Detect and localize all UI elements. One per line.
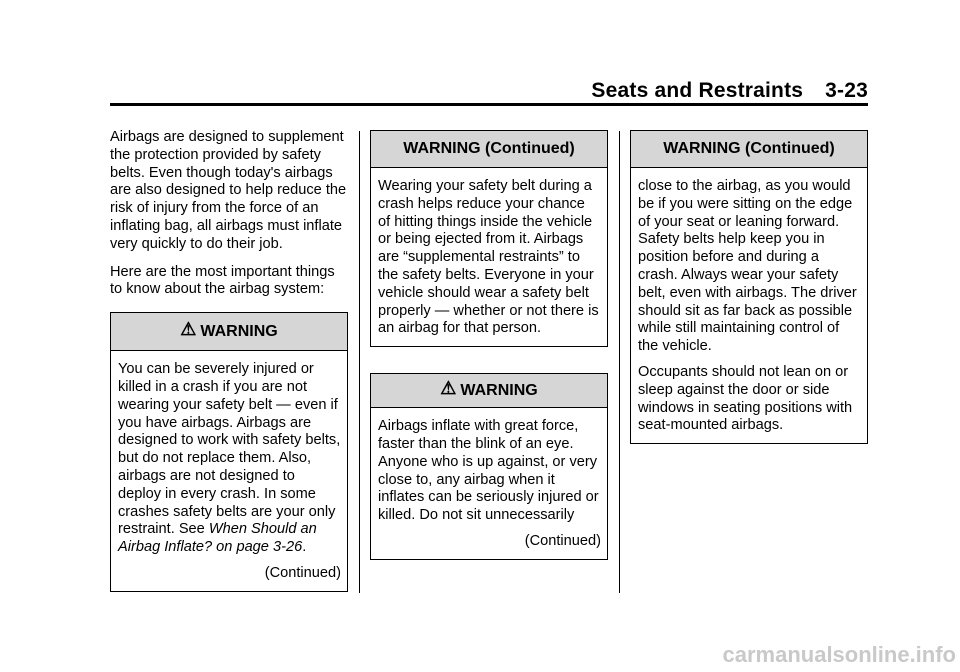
- intro-paragraph: Airbags are designed to supplement the protection provided by safety belts. Even though today's airbags are also designed to help reduce the risk of injury from the force of an inflating bag, all airbags must inflate very quickly to do their job.: [110, 129, 347, 252]
- warning-box-airbag-force: [370, 373, 608, 560]
- warning-continued-title: WARNING (Continued): [403, 140, 575, 157]
- column-1: [110, 129, 348, 592]
- lead-paragraph: Here are the most important things to know about the airbag system:: [110, 263, 335, 298]
- page-number: 3-23: [825, 79, 868, 102]
- warning-continued-text-1: close to the airbag, as you would be if you were sitting on the edge of your seat or leaning forward. Safety belts help keep you in position before and during a crash. Always wear your safety belt, even with airbags. The driver should sit as far back as possible while still maintaining control of the vehicle.: [638, 178, 857, 355]
- warning-box-seatbelt: [110, 312, 348, 592]
- continued-label: (Continued): [264, 564, 341, 581]
- section-title: Seats and Restraints: [591, 79, 804, 102]
- page-header: [110, 79, 868, 103]
- header-rule: [110, 103, 868, 106]
- site-watermark: carmanualsonline.info: [722, 642, 956, 667]
- warning-body: [371, 408, 607, 559]
- warning-header: [371, 374, 607, 408]
- column-divider-2: [619, 131, 620, 593]
- warning-continued-text-2: Occupants should not lean on or sleep against the door or side windows in seating positions with seat-mounted airbags.: [638, 363, 853, 434]
- warning-text: [118, 361, 341, 557]
- warning-box-continued-2: [630, 130, 868, 444]
- column-divider-1: [359, 131, 360, 593]
- warning-continued-text: Wearing your safety belt during a crash helps reduce your chance of hitting things inside the vehicle or being ejected from it. Airbags are “supplemental restraints” to the safety belts. Everyone in your vehicle should wear a safety belt properly — whether or not there is an airbag for that person.: [378, 178, 599, 337]
- warning-title: WARNING: [200, 322, 278, 340]
- warning-continued-header: [371, 131, 607, 168]
- warning-text-end: .: [302, 539, 307, 556]
- warning-triangle-icon: ⚠: [440, 378, 457, 399]
- warning-continued-header: [631, 131, 867, 168]
- warning-title: WARNING: [460, 381, 538, 399]
- warning-continued-body: [631, 168, 867, 443]
- warning-triangle-icon: ⚠: [180, 319, 197, 340]
- warning-text: Airbags inflate with great force, faster than the blink of an eye. Anyone who is up against, or very close to, any airbag when it inflates can be seriously injured or killed. Do not sit unnecessarily: [378, 418, 599, 524]
- warning-text-main: You can be severely injured or killed in a crash if you are not wearing your safety belt — even if you have airbags. Airbags are designed to work with safety belts, but do not replace them. Also, airbags are not designed to deploy in every crash. In some crashes safety belts are your only restraint. See: [118, 361, 341, 538]
- warning-body: [111, 351, 347, 591]
- continued-label: (Continued): [524, 532, 601, 549]
- warning-continued-title: WARNING (Continued): [663, 140, 835, 157]
- warning-box-continued: [370, 130, 608, 347]
- column-2: [370, 130, 608, 560]
- cross-reference-link[interactable]: When Should an Airbag Inflate? on page 3-26: [118, 521, 317, 556]
- column-3: [630, 130, 868, 444]
- warning-header: [111, 313, 347, 351]
- warning-continued-body: [371, 168, 607, 346]
